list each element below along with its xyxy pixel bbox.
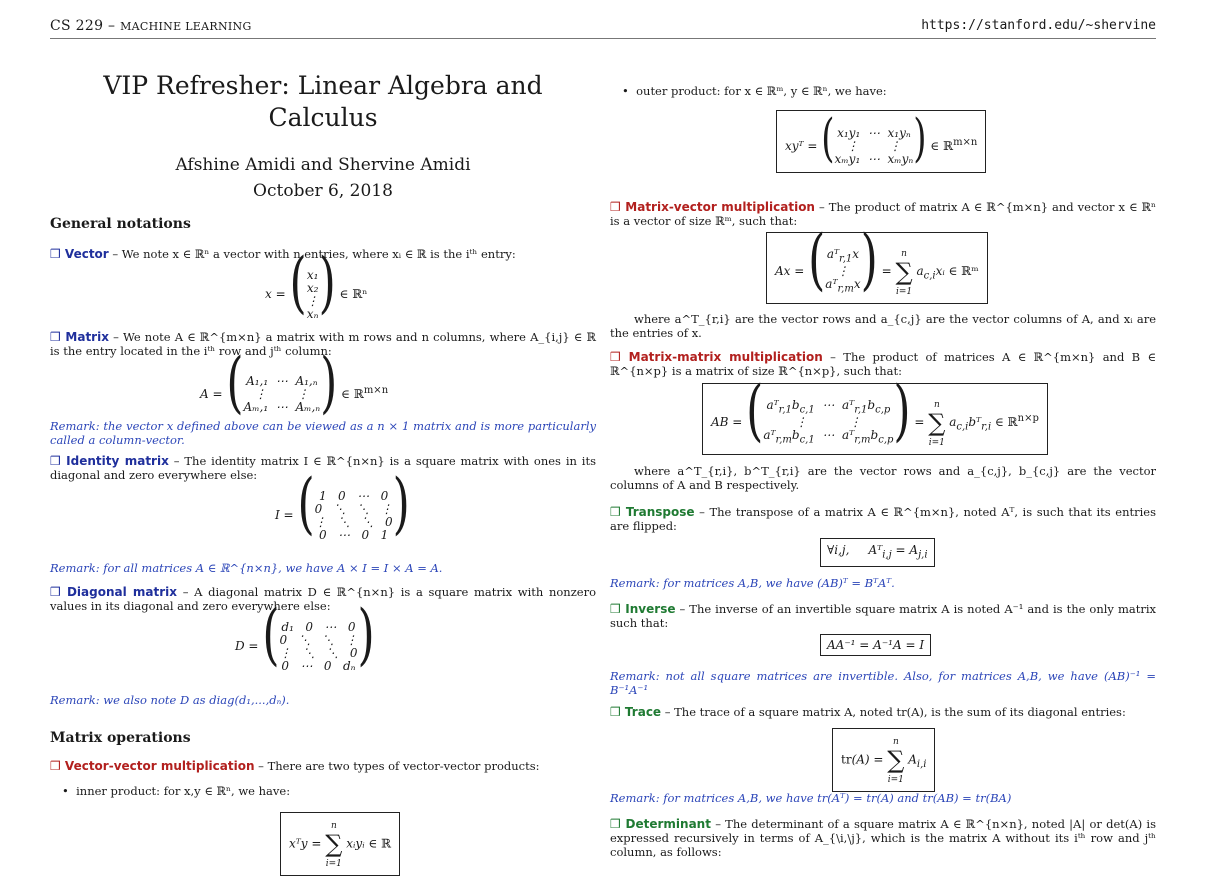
matrix-text: – We note A ∈ ℝ^{m×n} a matrix with m rows and n columns, where A_{i,j} ∈ ℝ is the entry located in the iᵗʰ row and jᵗʰ column: — [50, 330, 597, 358]
outer-product-text: outer product: for x ∈ ℝᵐ, y ∈ ℝⁿ, we have: — [636, 84, 887, 98]
inner-product-text: inner product: for x,y ∈ ℝⁿ, we have: — [76, 784, 291, 798]
vv-text: – There are two types of vector-vector products: — [254, 759, 540, 773]
trace-term: ❒ Trace — [610, 705, 662, 719]
transpose-formula: ∀i,j, Aᵀ$_{i,j}$ = $A_{j,i}$ — [820, 538, 935, 567]
inner-product-formula: xᵀy = n ∑ i=1 xᵢyᵢ ∈ ℝ — [280, 812, 400, 876]
mv-definition — [610, 200, 1156, 228]
transpose-text: – The transpose of a matrix A ∈ ℝ^{m×n}, noted Aᵀ, is such that its entries are flipped: — [610, 505, 1156, 533]
section-general-notations: General notations — [50, 216, 191, 232]
outer-product-bullet: • outer product: for x ∈ ℝᵐ, y ∈ ℝⁿ, we have: — [622, 84, 887, 98]
trace-definition — [610, 705, 1156, 719]
identity-text: – The identity matrix I ∈ ℝ^{n×n} is a square matrix with ones in its diagonal and zero everywhere else: — [50, 454, 596, 482]
matrix-term: ❒ Matrix — [50, 330, 109, 344]
remark-diagonal: Remark: we also note D as diag(d₁,...,dₙ). — [50, 693, 290, 707]
diagonal-definition — [50, 585, 596, 613]
inverse-text: – The inverse of an invertible square matrix A is noted A⁻¹ and is the only matrix such that: — [610, 602, 1156, 630]
vv-term: ❒ Vector-vector multiplication — [50, 759, 255, 773]
vector-term: ❒ Vector — [50, 247, 109, 261]
determinant-term: ❒ Determinant — [610, 817, 711, 831]
remark-trace: Remark: for matrices A,B, we have tr(Aᵀ) = tr(A) and tr(AB) = tr(BA) — [610, 791, 1012, 805]
course-code: CS 229 – — [50, 18, 121, 34]
mv-formula: Ax = ( aᵀ$_{r,1}$x ⋮ aᵀ$_{r,m}$x) = n ∑ i=1 $a_{c,i}xᵢ$ ∈ ℝᵐ — [766, 232, 988, 304]
vv-definition — [50, 759, 596, 773]
identity-definition — [50, 454, 596, 482]
document-authors: Afshine Amidi and Shervine Amidi — [175, 155, 471, 175]
page-header — [0, 0, 1208, 40]
mm-formula: AB = ( $aᵀ_{r,1}b_{c,1}$ ⋯ $aᵀ_{r,1}b_{c,p}$ ⋮ ⋮ $aᵀ_{r,m}b_{c,1}$ ⋯ $aᵀ_{r,m}b_{c,p}) = n$ ∑ i=1 $a_{c,i}bᵀ_{r,i}$ ∈ ℝ$^{n\times p}$ — [702, 383, 1048, 455]
course-name: MACHINE LEARNING — [120, 20, 252, 33]
mv-term: ❒ Matrix-vector multiplication — [610, 200, 815, 214]
document-date: October 6, 2018 — [253, 181, 393, 201]
inverse-definition — [610, 602, 1156, 630]
trace-text: – The trace of a square matrix A, noted tr(A), is the sum of its diagonal entries: — [661, 705, 1126, 719]
mm-explanation: where a^T_{r,i}, b^T_{r,i} are the vector rows and a_{c,j}, b_{c,j} are the vector columns of A and B respectively. — [610, 464, 1156, 492]
section-matrix-operations: Matrix operations — [50, 730, 191, 746]
diagonal-term: ❒ Diagonal matrix — [50, 585, 178, 599]
inverse-formula: AA⁻¹ = A⁻¹A = I — [820, 634, 931, 656]
vector-text: – We note x ∈ ℝⁿ a vector with n entries, where xᵢ ∈ ℝ is the iᵗʰ entry: — [108, 247, 516, 261]
diagonal-text: – A diagonal matrix D ∈ ℝ^{n×n} is a square matrix with nonzero values in its diagonal and zero everywhere else: — [50, 585, 597, 613]
mm-text: – The product of matrices A ∈ ℝ^{m×n} and B ∈ ℝ^{n×p} is a matrix of size ℝ^{n×p}, such that: — [610, 350, 1156, 378]
inner-product-bullet: • inner product: for x,y ∈ ℝⁿ, we have: — [62, 784, 291, 798]
mm-term: ❒ Matrix-matrix multiplication — [610, 350, 823, 364]
trace-formula: tr(A) = n ∑ i=1 $A_{i,i}$ — [832, 728, 935, 792]
inverse-term: ❒ Inverse — [610, 602, 676, 616]
matrix-formula: A = ( A₁,₁ ⋯ A₁,ₙ ⋮ ⋮ Aₘ,₁ ⋯ Aₘ,ₙ) ∈ ℝ$^{m\times n}$ — [200, 345, 389, 422]
transpose-definition — [610, 505, 1156, 533]
mv-text: – The product of matrix A ∈ ℝ^{m×n} and vector x ∈ ℝⁿ is a vector of size ℝᵐ, such that: — [610, 200, 1156, 228]
header-url[interactable]: https://stanford.edu/~shervine — [921, 18, 1156, 33]
mm-definition — [610, 350, 1156, 378]
vector-formula: x = (x₁ x₂ ⋮ xₙ) ∈ ℝⁿ — [265, 245, 368, 322]
determinant-text: – The determinant of a square matrix A ∈ ℝ^{n×n}, noted |A| or det(A) is expressed recursively in terms of A_{\i,\j}, which is the matrix A without its iᵗʰ row and jᵗʰ column, as follows: — [610, 817, 1156, 859]
remark-identity: Remark: for all matrices A ∈ ℝ^{n×n}, we have A × I = I × A = A. — [50, 561, 443, 575]
remark-vector: Remark: the vector x defined above can be viewed as a n × 1 matrix and is more particularly called a column-vector. — [50, 419, 596, 447]
remark-inverse: Remark: not all square matrices are invertible. Also, for matrices A,B, we have (AB)⁻¹ = B⁻¹A⁻¹ — [610, 669, 1156, 697]
identity-term: ❒ Identity matrix — [50, 454, 169, 468]
title-block — [50, 70, 596, 201]
remark-transpose: Remark: for matrices A,B, we have (AB)ᵀ = BᵀAᵀ. — [610, 576, 895, 590]
course-title — [50, 18, 252, 34]
diagonal-formula: D = ( d₁ 0 ⋯ 0 0 ⋱ ⋱ ⋮ ⋮ ⋱ ⋱ 0 0 ⋯ 0 dₙ) — [235, 597, 375, 674]
document-title: VIP Refresher: Linear Algebra and Calculus — [103, 71, 543, 132]
mv-explanation: where a^T_{r,i} are the vector rows and a_{c,j} are the vector columns of A, and xᵢ are the entries of x. — [610, 312, 1156, 340]
outer-product-formula: xyᵀ = ( x₁y₁ ⋯ x₁yₙ ⋮ ⋮ xₘy₁ ⋯ xₘyₙ) ∈ ℝ$^{m\times n}$ — [776, 110, 986, 173]
identity-formula: I = ( 1 0 ⋯ 0 0 ⋱ ⋱ ⋮ ⋮ ⋱ ⋱ 0 0 ⋯ 0 1) — [275, 466, 410, 543]
transpose-term: ❒ Transpose — [610, 505, 695, 519]
determinant-definition — [610, 817, 1156, 859]
header-rule — [50, 38, 1156, 39]
